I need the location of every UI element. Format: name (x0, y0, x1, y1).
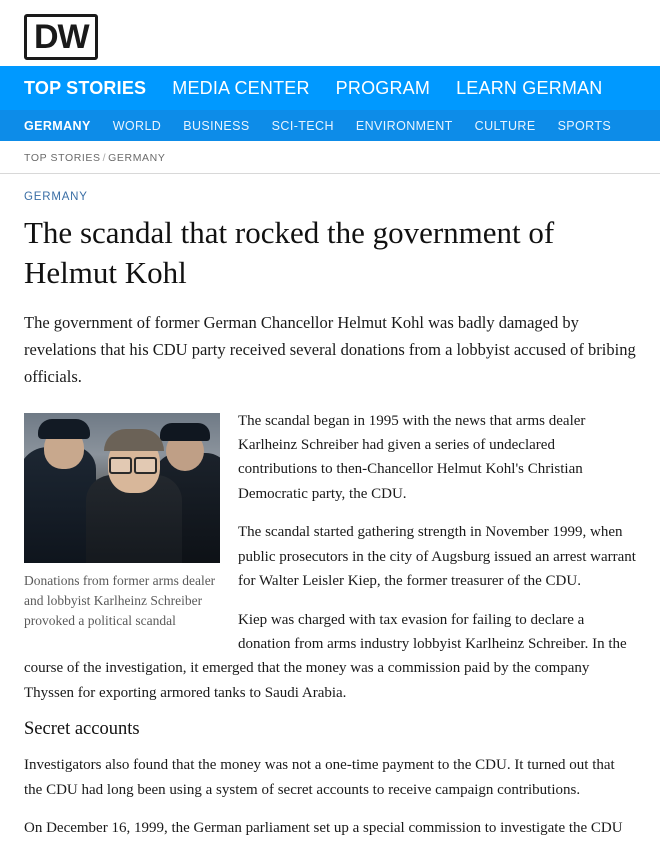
breadcrumb-item-germany[interactable]: GERMANY (108, 152, 166, 164)
subnav-item-germany[interactable]: GERMANY (24, 118, 91, 133)
page-title: The scandal that rocked the government of Helmut Kohl (24, 215, 555, 290)
article-paragraph: Kiep was charged with tax evasion for failing to declare a donation from arms industry lobbyist Karlheinz Schreiber. In the course of the investigation, it emerged that the money was a commission paid by the company Thyssen for exporting armored tanks to Saudi Arabia. (24, 611, 627, 701)
subnav-item-sci-tech[interactable]: SCI-TECH (271, 118, 334, 133)
sub-navigation (0, 110, 660, 141)
article-paragraph: Investigators also found that the money was not a one-time payment to the CDU. It turned out that the CDU had long been using a system of secret accounts to receive campaign contributions. (24, 757, 615, 798)
article-figure (24, 413, 220, 632)
subnav-item-sports[interactable]: SPORTS (557, 118, 612, 133)
article-subheading: Secret accounts (24, 719, 140, 740)
dw-logo[interactable]: DW (24, 14, 98, 60)
subnav-item-business[interactable]: BUSINESS (183, 118, 250, 133)
article-paragraph: On December 16, 1999, the German parliament set up a special commission to investigate the CDU (24, 820, 623, 837)
breadcrumb-item-top-stories[interactable]: TOP STORIES (24, 152, 101, 164)
nav-item-media-center[interactable]: MEDIA CENTER (172, 77, 310, 98)
photo-officer-left-cap (38, 419, 90, 439)
article-paragraph: The scandal started gathering strength in November 1999, when public prosecutors in the city of Augsburg issued an arrest warrant for Walter Leisler Kiep, the former treasurer of the CDU. (238, 524, 636, 590)
subnav-item-world[interactable]: WORLD (112, 118, 162, 133)
site-header (0, 0, 660, 66)
breadcrumb (0, 141, 660, 174)
article-intro: The government of former German Chancellor Helmut Kohl was badly damaged by revelations that his CDU party received several donations from a lobbyist accused of bribing officials. (24, 313, 636, 386)
main-navigation (0, 66, 660, 110)
photo-officer-right-cap (160, 423, 210, 441)
article-photo (24, 413, 220, 563)
nav-item-learn-german[interactable]: LEARN GERMAN (456, 77, 603, 98)
subnav-item-environment[interactable]: ENVIRONMENT (355, 118, 453, 133)
article-paragraph: The scandal began in 1995 with the news that arms dealer Karlheinz Schreiber had given a series of undeclared contributions to then-Chancellor Helmut Kohl's Christian Democratic party, the CDU. (238, 412, 586, 502)
photo-glasses-right-lens (134, 457, 157, 474)
breadcrumb-separator: / (102, 152, 107, 164)
nav-item-program[interactable]: PROGRAM (335, 77, 431, 98)
photo-caption: Donations from former arms dealer and lobbyist Karlheinz Schreiber provoked a political scandal (24, 572, 216, 628)
photo-glasses-left-lens (109, 457, 132, 474)
article (0, 191, 660, 841)
article-kicker: GERMANY (24, 191, 88, 203)
nav-item-top-stories[interactable]: TOP STORIES (24, 77, 147, 98)
subnav-item-culture[interactable]: CULTURE (474, 118, 536, 133)
